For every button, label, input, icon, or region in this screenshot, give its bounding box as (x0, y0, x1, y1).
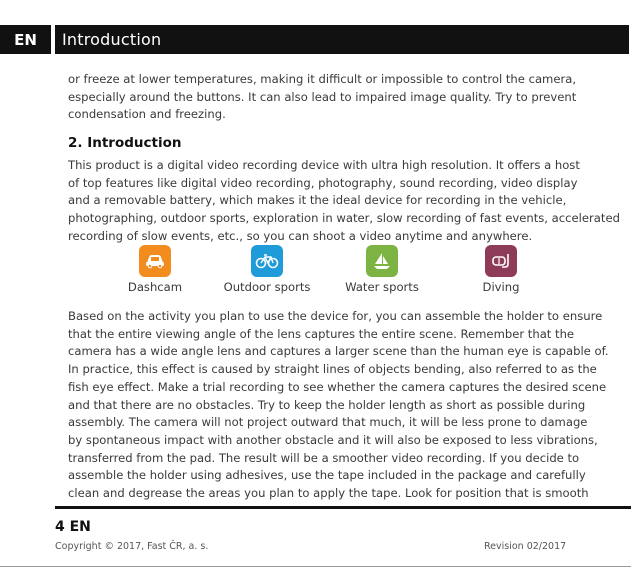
icon-label: Diving (482, 280, 520, 294)
text-line: assembly. The camera will not project outward that much, it will be less prone to damage (68, 415, 588, 430)
text-line: condensation and freezing. (68, 107, 226, 122)
text-line: of top features like digital video recording, photography, sound recording, video display (68, 175, 578, 190)
text-line: and that there are no obstacles. Try to keep the holder length as short as possible during (68, 397, 586, 412)
revision-text: Revision 02/2017 (484, 541, 567, 552)
icon-label: Water sports (345, 280, 419, 294)
page-header (0, 25, 631, 54)
section-paragraph (68, 157, 620, 246)
text-line: by spontaneous impact with another obstacle and it will also be exposed to less vibrations, (68, 432, 598, 447)
copyright-text: Copyright © 2017, Fast ČR, a. s. (55, 541, 209, 552)
bottom-border (0, 566, 631, 567)
text-line: fish eye effect. Make a trial recording to see whether the camera captures the desired scene (68, 379, 607, 394)
text-line: assemble the holder using adhesives, use the tape included in the package and carefully (68, 468, 586, 483)
text-line: and a removable battery, which makes it the ideal device for recording in the vehicle, (68, 193, 567, 208)
intro-continued-paragraph (68, 71, 576, 124)
text-line: that the entire viewing angle of the lens captures the entire scene. Remember that the (68, 326, 575, 341)
sailboat-icon (366, 245, 398, 277)
text-line: photographing, outdoor sports, exploration in water, slow recording of fast events, accelerated (68, 211, 620, 226)
text-line: Based on the activity you plan to use the device for, you can assemble the holder to ensure (68, 309, 603, 323)
language-badge: EN (0, 25, 51, 54)
text-line: clean and degrease the areas you plan to apply the tape. Look for position that is smooth (68, 486, 589, 501)
text-line: In practice, this effect is caused by straight lines of objects bending, also referred to as the (68, 362, 597, 377)
diving-mask-icon (485, 245, 517, 277)
usage-diving (446, 245, 556, 294)
usage-outdoor-sports (212, 245, 322, 294)
usage-dashcam (100, 245, 210, 294)
bicycle-icon (251, 245, 283, 277)
footer-divider (55, 506, 631, 509)
header-title: Introduction (55, 25, 631, 54)
section-title: 2. Introduction (68, 135, 182, 151)
page-number: 4 EN (55, 519, 91, 535)
car-icon (139, 245, 171, 277)
icon-label: Outdoor sports (223, 280, 311, 294)
text-line: especially around the buttons. It can also lead to impaired image quality. Try to prevent (68, 89, 577, 104)
body-paragraph (68, 308, 609, 503)
usage-water-sports (327, 245, 437, 294)
text-line: camera has a wide angle lens and captures a larger scene than the human eye is capable of. (68, 344, 609, 359)
text-line: transferred from the pad. The result will be a smoother video recording. If you decide to (68, 450, 580, 465)
text-line: This product is a digital video recording device with ultra high resolution. It offers a host (68, 158, 580, 172)
text-line: or freeze at lower temperatures, making it difficult or impossible to control the camera, (68, 72, 577, 86)
icon-label: Dashcam (127, 280, 183, 294)
text-line: recording of slow events, etc., so you can shoot a video anytime and anywhere. (68, 228, 533, 243)
